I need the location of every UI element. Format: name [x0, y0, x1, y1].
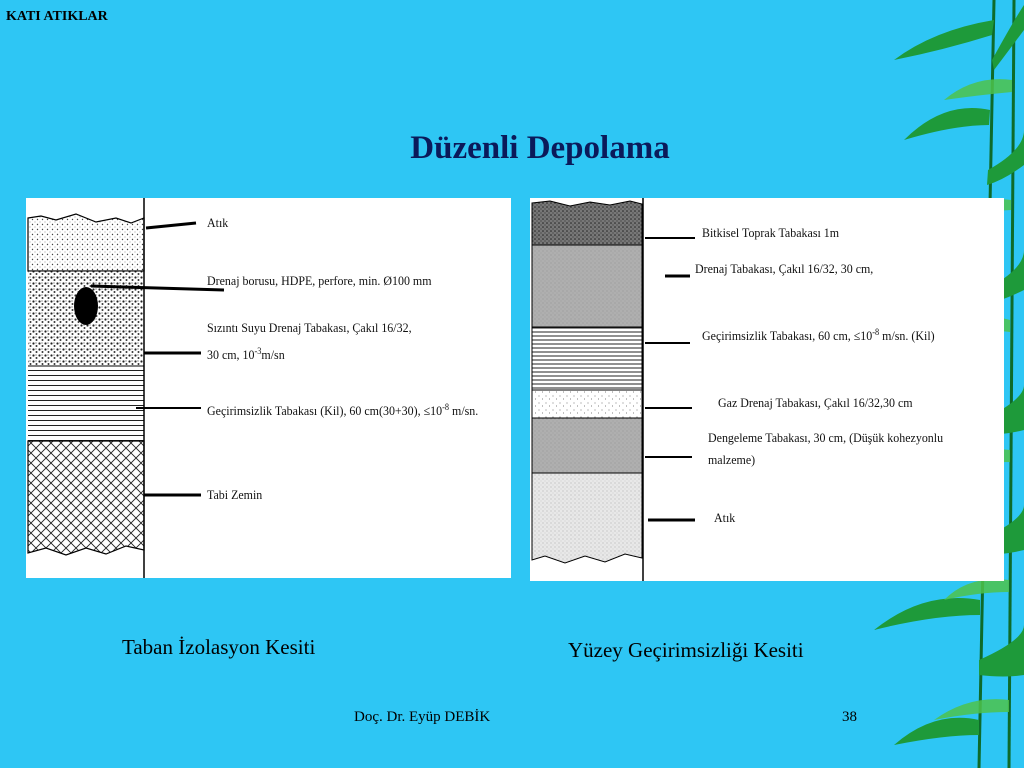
page-number: 38 — [842, 709, 857, 725]
label-drain-pipe: Drenaj borusu, HDPE, perfore, min. Ø100 mm — [207, 273, 432, 288]
levelling-layer — [532, 418, 642, 473]
label-clay-liner: Geçirimsizlik Tabakası, 60 cm, $\le 10^{-8}$ m/sn. (Kil) — [702, 327, 935, 343]
surface-sealing-diagram — [530, 198, 1004, 581]
caption-surface-sealing: Yüzey Geçirimsizliği Kesiti — [568, 638, 804, 662]
label-leachate-line1: Sızıntı Suyu Drenaj Tabakası, Çakıl 16/32, — [207, 320, 412, 335]
label-waste: Atık — [714, 510, 736, 525]
natural-ground-layer — [28, 441, 144, 555]
waste-layer — [532, 473, 642, 563]
label-gas-drain: Gaz Drenaj Tabakası, Çakıl 16/32,30 cm — [718, 395, 913, 410]
label-drainage: Drenaj Tabakası, Çakıl 16/32, 30 cm, — [695, 261, 874, 276]
label-waste: Atık — [207, 215, 229, 230]
label-leachate-line2: 30 cm, $10^{-3}m/sn$ — [207, 346, 285, 362]
label-clay-liner: Geçirimsizlik Tabakası (Kil), 60 cm(30+30), $\le 10^{-8}$ m/sn. — [207, 402, 479, 418]
base-insulation-diagram — [26, 198, 511, 578]
label-natural-ground: Tabi Zemin — [207, 487, 263, 502]
label-levelling-line2: malzeme) — [708, 452, 756, 467]
label-levelling-line1: Dengeleme Tabakası, 30 cm, (Düşük kohezyonlu — [708, 430, 944, 445]
footer-author: Doç. Dr. Eyüp DEBİK — [354, 709, 491, 725]
gas-drain-layer — [532, 390, 642, 418]
course-header: KATI ATIKLAR — [6, 9, 108, 24]
slide-title: Düzenli Depolama — [410, 130, 670, 166]
drain-pipe — [74, 287, 98, 325]
caption-base-insulation: Taban İzolasyon Kesiti — [122, 635, 316, 659]
topsoil-layer — [532, 201, 642, 245]
clay-liner-layer — [28, 366, 144, 441]
clay-liner-layer — [532, 327, 642, 390]
waste-layer — [28, 214, 144, 271]
drainage-layer — [532, 245, 642, 327]
label-topsoil: Bitkisel Toprak Tabakası 1m — [702, 225, 840, 240]
